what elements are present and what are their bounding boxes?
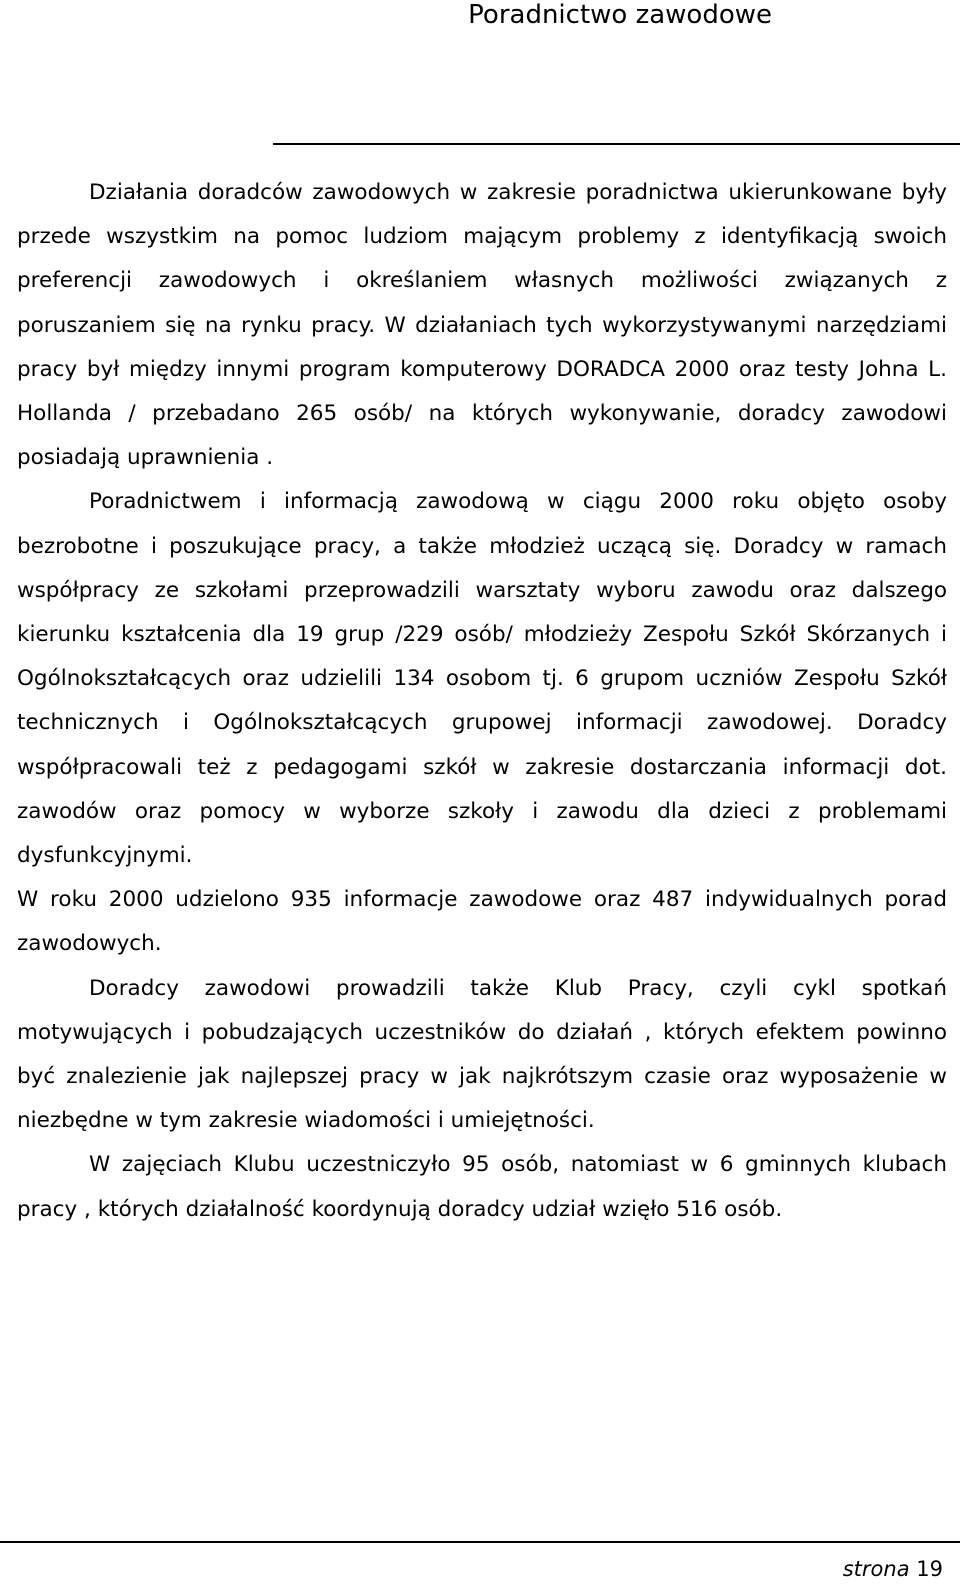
page-number: 19 bbox=[916, 1557, 943, 1581]
header-title: Poradnictwo zawodowe bbox=[468, 0, 772, 30]
footer-rule bbox=[0, 1541, 960, 1543]
paragraph-3: W roku 2000 udzielono 935 informacje zawodowe oraz 487 indywidualnych porad zawodowych. bbox=[17, 887, 947, 957]
body-text bbox=[17, 171, 947, 1232]
paragraph-5: W zajęciach Klubu uczestniczyło 95 osób, natomiast w 6 gminnych klubach pracy , których działalność koordynują doradcy udział wzięło 516 osób. bbox=[17, 1152, 947, 1222]
page-footer bbox=[843, 1555, 943, 1583]
header-rule bbox=[273, 143, 960, 145]
paragraph-4: Doradcy zawodowi prowadzili także Klub Pracy, czyli cykl spotkań motywujących i pobudzających uczestników do działań , których efektem powinno być znalezienie jak najlepszej pracy w jak najkrótszym czasie oraz wyposażenie w niezbędne w tym zakresie wiadomości i umiejętności. bbox=[17, 975, 947, 1134]
paragraph-2: Poradnictwem i informacją zawodową w ciągu 2000 roku objęto osoby bezrobotne i poszukujące pracy, a także młodzież uczącą się. Doradcy w ramach współpracy ze szkołami przeprowadzili warsztaty wyboru zawodu oraz dalszego kierunku kształcenia dla 19 grup /229 osób/ młodzieży Zespołu Szkół Skórzanych i Ogólnokształcących oraz udzielili 134 osobom tj. 6 grupom uczniów Zespołu Szkół technicznych i Ogólnokształcących grupowej informacji zawodowej. Doradcy współpracowali też z pedagogami szkół w zakresie dostarczania informacji dot. zawodów oraz pomocy w wyborze szkoły i zawodu dla dzieci z problemami dysfunkcyjnymi. bbox=[17, 489, 947, 869]
paragraph-1: Działania doradców zawodowych w zakresie poradnictwa ukierunkowane były przede wszystkim na pomoc ludziom mającym problemy z identyfikacją swoich preferencji zawodowych i określaniem własnych możliwości związanych z poruszaniem się na rynku pracy. W działaniach tych wykorzystywanymi narzędziami pracy był między innymi program komputerowy DORADCA 2000 oraz testy Johna L. Hollanda / przebadano 265 osób/ na których wykonywanie, doradcy zawodowi posiadają uprawnienia . bbox=[17, 180, 947, 471]
footer-label: strona bbox=[842, 1557, 910, 1581]
